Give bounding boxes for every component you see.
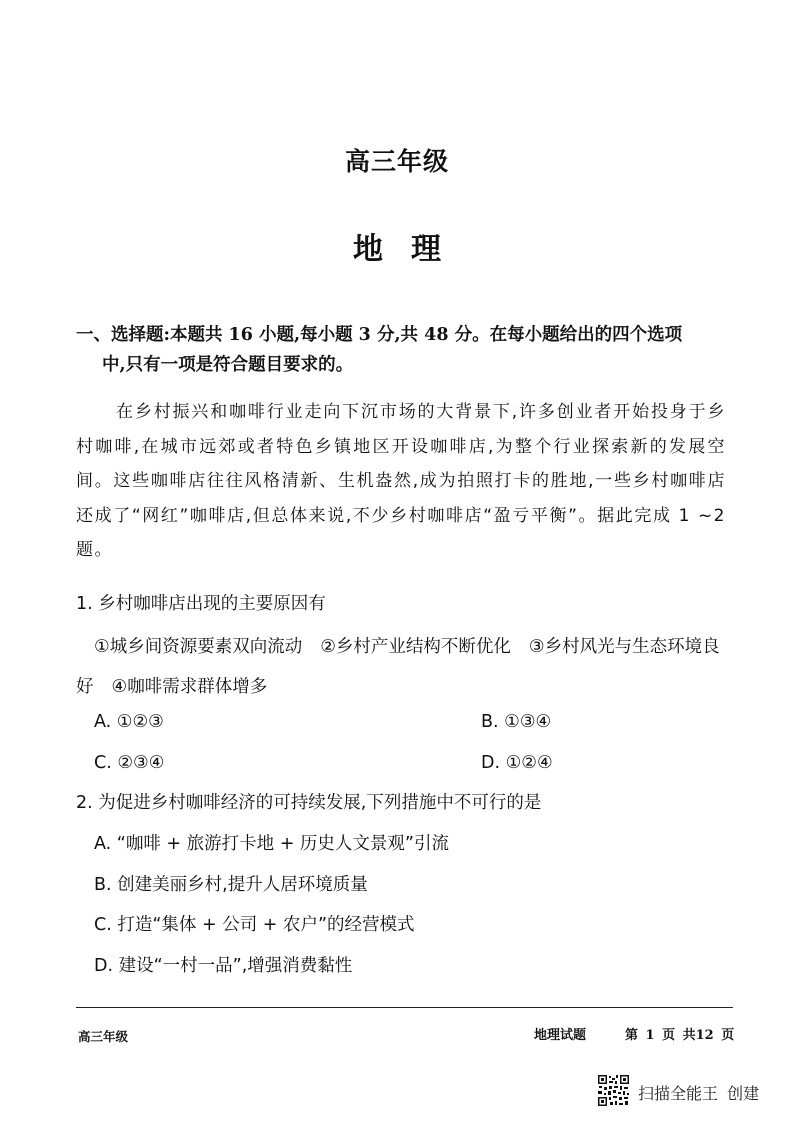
statement-2: ②乡村产业结构不断优化 xyxy=(320,637,511,657)
section-heading xyxy=(76,320,726,380)
section-heading-line2: 中,只有一项是符合题目要求的。 xyxy=(102,355,354,375)
question-1-stem: 1. 乡村咖啡店出现的主要原因有 xyxy=(76,594,326,614)
question-1-option-b: B. ①③④ xyxy=(481,712,552,732)
question-1-option-a: A. ①②③ xyxy=(94,712,164,732)
footer-divider xyxy=(76,1007,733,1008)
question-1-option-d: D. ①②④ xyxy=(481,753,553,773)
qr-code-icon xyxy=(597,1074,630,1107)
statement-1: ①城乡间资源要素双向流动 xyxy=(94,637,303,657)
statement-3: ③乡村风光与生态环境良好 xyxy=(76,637,720,697)
statement-4: ④咖啡需求群体增多 xyxy=(111,677,268,697)
question-2-option-d: D. 建设“一村一品”,增强消费黏性 xyxy=(94,956,353,976)
subject-title: 地理 xyxy=(353,232,469,267)
question-1-statements xyxy=(76,627,726,707)
question-1-option-c: C. ②③④ xyxy=(94,753,165,773)
footer-page-number: 第 1 页 共12 页 xyxy=(625,1028,735,1043)
footer-grade: 高三年级 xyxy=(78,1029,129,1044)
question-2-option-b: B. 创建美丽乡村,提升人居环境质量 xyxy=(94,875,368,895)
grade-title: 高三年级 xyxy=(344,147,449,176)
footer-subject: 地理试题 xyxy=(534,1028,587,1043)
question-2-option-a: A. “咖啡 + 旅游打卡地 + 历史人文景观”引流 xyxy=(94,834,449,854)
section-heading-line1: 一、选择题:本题共 16 小题,每小题 3 分,共 48 分。在每小题给出的四个选项 xyxy=(76,325,683,345)
question-2-option-c: C. 打造“集体 + 公司 + 农户”的经营模式 xyxy=(94,915,415,935)
reading-passage: 在乡村振兴和咖啡行业走向下沉市场的大背景下,许多创业者开始投身于乡村咖啡,在城市远郊或者特色乡镇地区开设咖啡店,为整个行业探索新的发展空间。这些咖啡店往往风格清新、生机盎然,成为拍照打卡的胜地,一些乡村咖啡店还成了“网红”咖啡店,但总体来说,不少乡村咖啡店“盈亏平衡”。据此完成 1 ~2 题。 xyxy=(76,402,726,560)
scanner-watermark-text: 扫描全能王 创建 xyxy=(638,1084,760,1103)
question-2-stem: 2. 为促进乡村咖啡经济的可持续发展,下列措施中不可行的是 xyxy=(76,793,542,813)
